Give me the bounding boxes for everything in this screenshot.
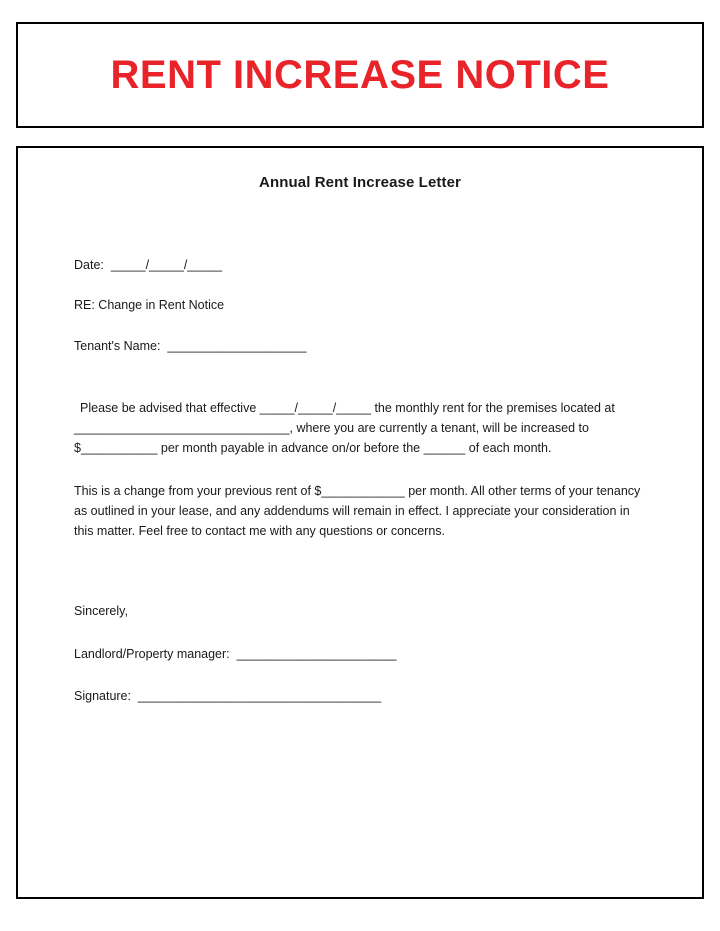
closing-sincerely: Sincerely,: [74, 604, 128, 619]
banner-title-box: [16, 22, 704, 128]
page-title: RENT INCREASE NOTICE: [110, 53, 610, 97]
paragraph-effective-increase: Please be advised that effective _____/_____/_____ the monthly rent for the premises located at _______________________________, where you are currently a tenant, will be increased to $___________ per month payable in advance on/or before the ______ of each month.: [74, 400, 615, 456]
paragraph-previous-rent: This is a change from your previous rent of $____________ per month. All other terms of your tenancy as outlined in your lease, and any addendums will remain in effect. I appreciate your consideration in this matter. Feel free to contact me with any questions or concerns.: [74, 483, 641, 538]
letter-heading: Annual Rent Increase Letter: [259, 174, 461, 191]
date-field-label: Date: _____/_____/_____: [74, 258, 223, 272]
landlord-signature-label: Landlord/Property manager: _______________________: [74, 646, 397, 661]
re-line: RE: Change in Rent Notice: [74, 298, 225, 313]
tenant-name-field-label: Tenant's Name: ____________________: [74, 338, 307, 353]
signature-label: Signature: ___________________________________: [74, 688, 382, 703]
letter-body-box: [16, 146, 704, 899]
